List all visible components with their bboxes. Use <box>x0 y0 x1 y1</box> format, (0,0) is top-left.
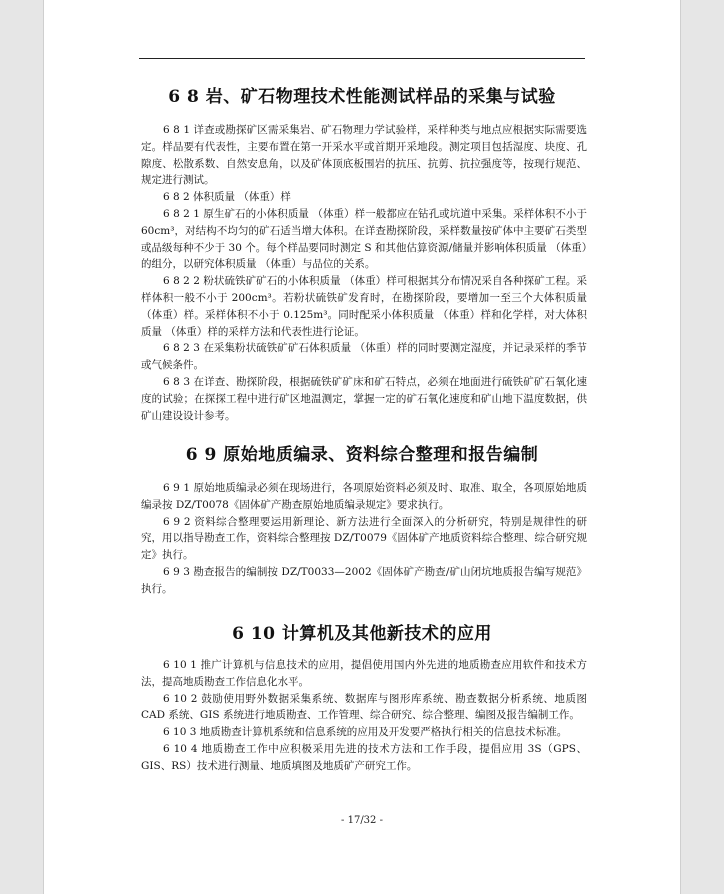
paragraph-6-9-3: 6 9 3 勘查报告的编制按 DZ/T0033—2002《固体矿产勘查/矿山闭坑地质报告编写规范》执行。 <box>141 565 587 595</box>
section-heading-6-10: 6 10 计算机及其他新技术的应用 <box>232 624 492 644</box>
paragraph-6-8-2: 6 8 2 体积质量 （体重）样 <box>163 191 291 204</box>
page-number: - 17/32 - <box>341 815 383 826</box>
paragraph-6-8-2-1: 6 8 2 1 原生矿石的小体积质量 （体重）样一般都应在钻孔或坑道中采集。采样体积不小于 60cm³，对结构不均匀的矿石适当增大体积。在详查勘探阶段，采样数量按矿体中主要矿石类型或品级每种不少于 30 个。每个样品要同时测定 S 和其他估算资源/储量并影响体积质量 （体重）的组分，以研究体积质量 （体重）与品位的关系。 <box>141 207 587 271</box>
paragraph-6-10-1: 6 10 1 推广计算机与信息技术的应用，提倡使用国内外先进的地质勘查应用软件和技术方法，提高地质勘查工作信息化水平。 <box>141 659 587 688</box>
section-body-6-10 <box>141 657 587 775</box>
document-page <box>44 0 680 894</box>
section-heading-6-8: 6 8 岩、矿石物理技术性能测试样品的采集与试验 <box>168 87 556 107</box>
paragraph-6-8-3: 6 8 3 在详查、勘探阶段，根据硫铁矿矿床和矿石特点，必须在地面进行硫铁矿矿石氧化速度的试验；在探探工程中进行矿区地温测定，掌握一定的矿石氧化速度和矿山地下温度数据，供矿山建设设计参考。 <box>141 375 587 422</box>
paragraph-6-8-2-2: 6 8 2 2 粉状硫铁矿矿石的小体积质量 （体重）样可根据其分布情况采自各种探矿工程。采样体积一般不小于 200cm³。若粉状硫铁矿发育时，在勘探阶段，要增加一至三个大体积质量 （体重）样。采样体积不小于 0.125m³。同时配采小体积质量 （体重）样和化学样，对大体积质量 （体重）样的采样方法和代表性进行论证。 <box>141 275 587 338</box>
paragraph-6-8-1: 6 8 1 详查或勘探矿区需采集岩、矿石物理力学试验样，采样种类与地点应根据实际需要选定。样品要有代表性，主要布置在第一开采水平或首期开采地段。测定项目包括湿度、块度、孔隙度、松散系数、自然安息角，以及矿体顶底板围岩的抗压、抗剪、抗拉强度等，按现行规范、规定进行测试。 <box>141 124 587 187</box>
paragraph-6-9-1: 6 9 1 原始地质编录必须在现场进行，各项原始资料必须及时、取准、取全，各项原始地质编录按 DZ/T0078《固体矿产勘查原始地质编录规定》要求执行。 <box>141 482 587 511</box>
section-body-6-9 <box>141 480 587 598</box>
paragraph-6-10-3: 6 10 3 地质勘查计算机系统和信息系统的应用及开发要严格执行相关的信息技术标准。 <box>163 726 568 739</box>
section-heading-6-9: 6 9 原始地质编录、资料综合整理和报告编制 <box>185 445 539 465</box>
paragraph-6-10-2: 6 10 2 鼓励使用野外数据采集系统、数据库与图形库系统、勘查数据分析系统、地质图 CAD 系统、GIS 系统进行地质勘查、工作管理、综合研究、综合整理、编图及报告编制工作。 <box>141 692 587 722</box>
paragraph-6-9-2: 6 9 2 资料综合整理要运用新理论、新方法进行全面深入的分析研究，特别是规律性的研究，用以指导勘查工作，资料综合整理按 DZ/T0079《固体矿产地质资料综合整理、综合研究规定》执行。 <box>141 515 587 562</box>
section-body-6-8 <box>141 122 587 424</box>
header-rule <box>139 58 585 59</box>
paragraph-6-8-2-3: 6 8 2 3 在采集粉状硫铁矿矿石体积质量 （体重）样的同时要测定湿度，并记录采样的季节或气候条件。 <box>141 342 587 372</box>
paragraph-6-10-4: 6 10 4 地质勘查工作中应积极采用先进的技术方法和工作手段，提倡应用 3S（GPS、GIS、RS）技术进行测量、地质填图及地质矿产研究工作。 <box>141 742 587 772</box>
